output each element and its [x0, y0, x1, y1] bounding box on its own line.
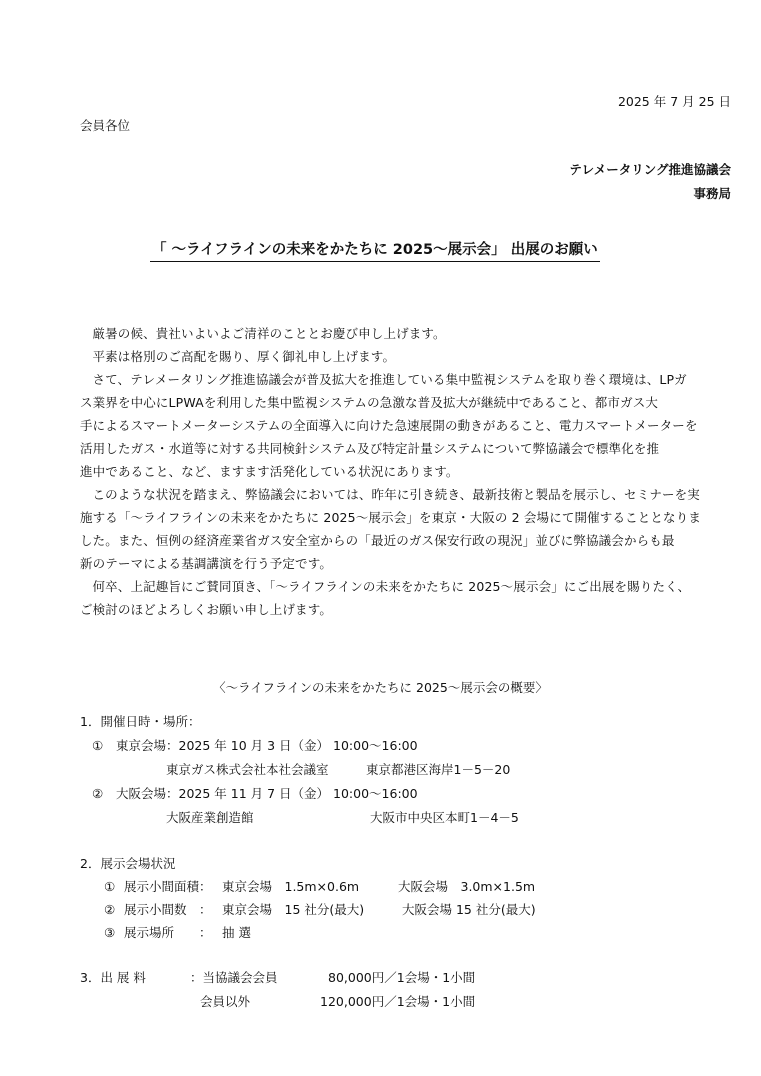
section-3-heading: 3．出 展 料 — [80, 970, 146, 985]
booth-count-label: 展示小間数 ： — [124, 902, 212, 917]
context-line-2: ス業界を中心にLPWAを利用した集中監視システムの急激な普及拡大が継続中であること、都市ガス大 — [80, 395, 659, 410]
nonmember-fee: 120,000円／1会場・1小間 — [320, 994, 476, 1009]
osaka-datetime: 大阪会場：2025 年 11 月 7 日（金） 10:00～16:00 — [116, 786, 418, 801]
booth-location-label: 展示場所 ： — [124, 925, 212, 940]
booth-area-tokyo: 東京会場 1.5m×0.6m — [222, 879, 360, 894]
osaka-address: 大阪市中央区本町1－4－5 — [370, 810, 519, 825]
request-line-2: ご検討のほどよろしくお願い申し上げます。 — [80, 602, 333, 617]
tokyo-number: ① — [92, 738, 104, 753]
document-title: 「 ～ライフラインの未来をかたちに 2025～展示会」 出展のお願い — [150, 240, 600, 262]
request-line-1: 何卒、上記趣旨にご賛同頂き、「～ライフラインの未来をかたちに 2025～展示会」にご出展を賜りたく、 — [92, 579, 691, 594]
booth-area-number: ① — [104, 879, 116, 894]
tokyo-venue: 東京ガス株式会社本社会議室 — [166, 762, 329, 777]
sender-department: 事務局 — [693, 186, 731, 201]
booth-count-number: ② — [104, 902, 116, 917]
context-line-4: 活用したガス・水道等に対する共同検針システム及び特定計量システムについて弊協議会で標準化を推 — [80, 441, 660, 456]
nonmember-fee-label: 会員以外 — [200, 994, 251, 1009]
booth-area-label: 展示小間面積： — [124, 879, 212, 894]
booth-location-value: 抽 選 — [222, 925, 251, 940]
member-fee: 80,000円／1会場・1小間 — [328, 970, 476, 985]
tokyo-address: 東京都港区海岸1－5－20 — [366, 762, 511, 777]
greeting-paragraph: 厳暑の候、貴社いよいよご清祥のこととお慶び申し上げます。 — [92, 326, 446, 341]
event-line-2: 施する「～ライフラインの未来をかたちに 2025～展示会」を東京・大阪の 2 会場にて開催することとなりま — [80, 510, 702, 525]
section-2-heading: 2．展示会場状況 — [80, 856, 176, 871]
overview-heading: 〈～ライフラインの未来をかたちに 2025～展示会の概要〉 — [213, 680, 548, 695]
context-line-3: 手によるスマートメーターシステムの全面導入に向けた急速展開の動きがあること、電力スマートメーターを — [80, 418, 698, 433]
addressee: 会員各位 — [80, 118, 131, 133]
context-line-1: さて、テレメータリング推進協議会が普及拡大を推進している集中監視システムを取り巻く環境は、LPガ — [92, 372, 687, 387]
event-line-3: した。また、恒例の経済産業省ガス安全室からの「最近のガス保安行政の現況」並びに弊協議会からも最 — [80, 533, 675, 548]
section-1-heading: 1．開催日時・場所： — [80, 714, 201, 729]
document-date: 2025 年 7 月 25 日 — [617, 94, 731, 109]
osaka-number: ② — [92, 786, 104, 801]
event-line-1: このような状況を踏まえ、弊協議会においては、昨年に引き続き、最新技術と製品を展示し、セミナーを実 — [92, 487, 700, 502]
member-fee-label: ：当協議会会員 — [190, 970, 278, 985]
booth-area-osaka: 大阪会場 3.0m×1.5m — [398, 879, 536, 894]
event-line-4: 新のテーマによる基調講演を行う予定です。 — [80, 556, 333, 571]
booth-location-number: ③ — [104, 925, 116, 940]
sender-organization: テレメータリング推進協議会 — [569, 162, 731, 177]
context-line-5: 進中であること、など、ますます活発化している状況にあります。 — [80, 464, 459, 479]
body-text — [80, 322, 732, 621]
tokyo-datetime: 東京会場：2025 年 10 月 3 日（金） 10:00～16:00 — [116, 738, 418, 753]
osaka-venue: 大阪産業創造館 — [166, 810, 254, 825]
booth-count-osaka: 大阪会場 15 社分(最大) — [402, 902, 536, 917]
booth-count-tokyo: 東京会場 15 社分(最大) — [222, 902, 365, 917]
thanks-paragraph: 平素は格別のご高配を賜り、厚く御礼申し上げます。 — [92, 349, 396, 364]
